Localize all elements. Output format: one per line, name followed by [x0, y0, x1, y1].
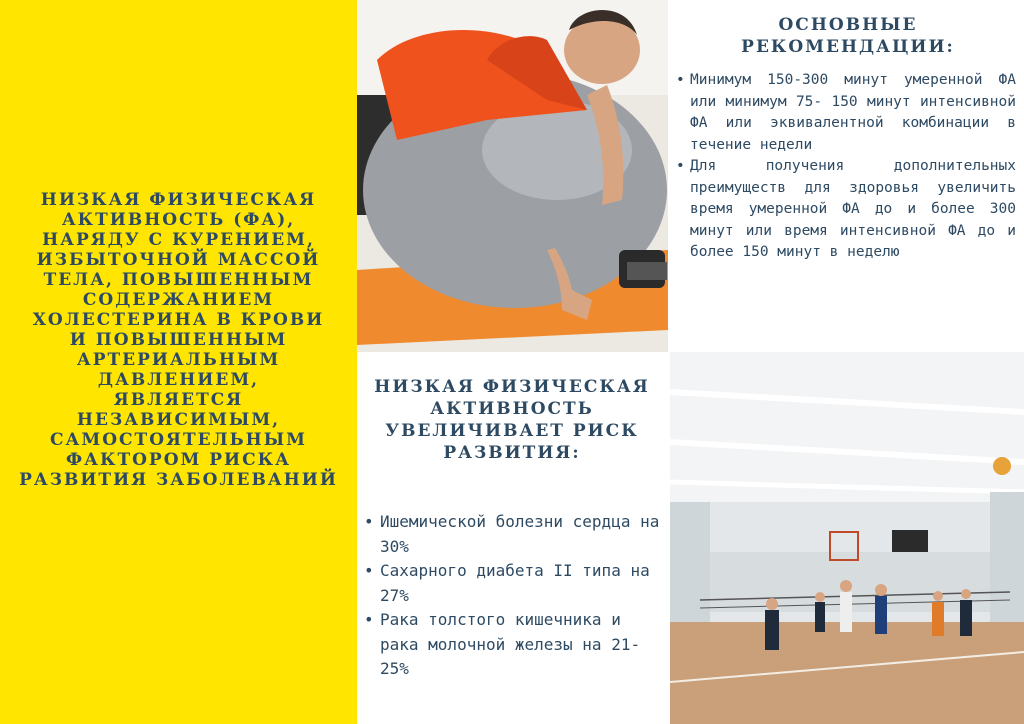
recommendation-item: • Минимум 150-300 минут умеренной ФА или минимум 75- 150 минут интенсивной ФА или эквивалентной комбинации в течение недели — [674, 70, 1016, 156]
title-line: УВЕЛИЧИВАЕТ РИСК — [385, 421, 639, 441]
title-line: НИЗКАЯ ФИЗИЧЕСКАЯ — [374, 377, 650, 397]
statement-line: ХОЛЕСТЕРИНА В КРОВИ — [32, 310, 325, 330]
statement-line: АКТИВНОСТЬ (ФА), — [61, 210, 296, 230]
statement-line: НЕЗАВИСИМЫМ, — [76, 410, 281, 430]
statement-line: НАРЯДУ С КУРЕНИЕМ, — [42, 230, 315, 250]
statement-line: И ПОВЫШЕННЫМ — [69, 330, 288, 350]
tired-man-fitball-photo — [357, 0, 668, 352]
risk-item: • Сахарного диабета II типа на 27% — [360, 559, 666, 608]
gym-photo-illustration — [357, 0, 668, 352]
statement-line: НИЗКАЯ ФИЗИЧЕСКАЯ — [40, 190, 317, 210]
volleyball-gym-photo — [670, 352, 1024, 724]
statement-line: ИЗБЫТОЧНОЙ МАССОЙ — [36, 250, 321, 270]
title-line: АКТИВНОСТЬ — [430, 399, 594, 419]
risk-item: • Ишемической болезни сердца на 30% — [360, 510, 666, 559]
recommendation-item: • Для получения дополнительных преимуществ для здоровья увеличить время умеренной ФА до и более 300 минут или время интенсивной ФА до и более 150 минут в неделю — [674, 156, 1016, 264]
statement-line: ЯВЛЯЕТСЯ — [113, 390, 244, 410]
statement-line: АРТЕРИАЛЬНЫМ — [76, 350, 281, 370]
risk-title — [362, 376, 662, 464]
recommendations-list — [674, 70, 1016, 264]
statement-line: СОДЕРЖАНИЕМ — [82, 290, 275, 310]
statement-line: ДАВЛЕНИЕМ, — [97, 370, 260, 390]
volleyball-photo-illustration — [670, 352, 1024, 724]
yellow-panel — [0, 0, 357, 724]
recommendations-title — [690, 14, 1006, 58]
risk-factor-statement — [12, 190, 345, 490]
title-line: РАЗВИТИЯ: — [443, 443, 581, 463]
statement-line: ТЕЛА, ПОВЫШЕННЫМ — [43, 270, 314, 290]
title-line: ОСНОВНЫЕ — [778, 15, 918, 35]
statement-line: САМОСТОЯТЕЛЬНЫМ — [50, 430, 307, 450]
statement-line: ФАКТОРОМ РИСКА — [66, 450, 291, 470]
title-line: РЕКОМЕНДАЦИИ: — [741, 37, 955, 57]
risk-item: • Рака толстого кишечника и рака молочной железы на 21-25% — [360, 608, 666, 682]
statement-line: РАЗВИТИЯ ЗАБОЛЕВАНИЙ — [19, 470, 338, 490]
risk-list — [360, 510, 666, 682]
